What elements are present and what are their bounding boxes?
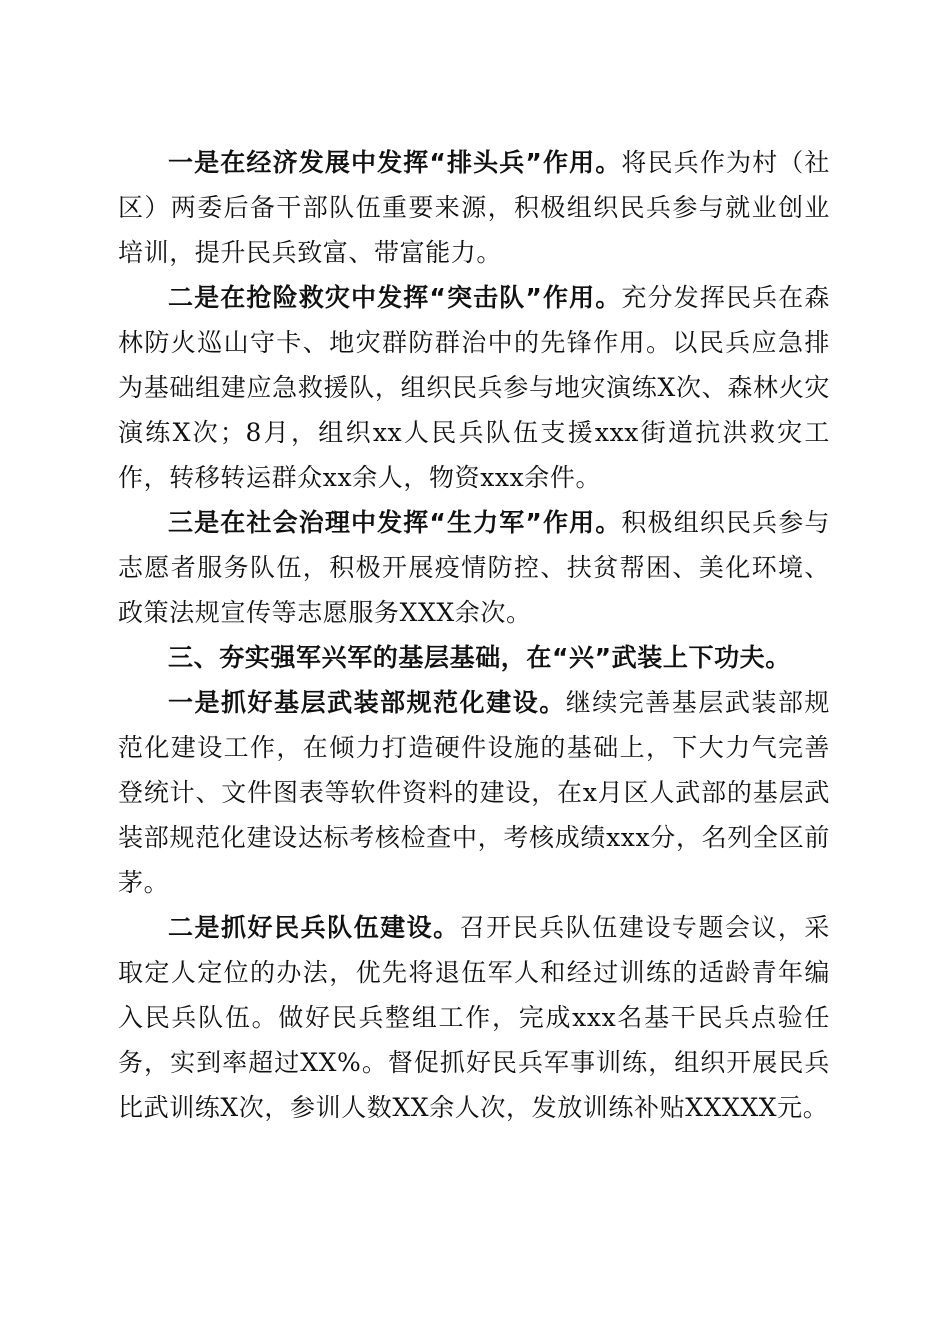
paragraph-body: 继续完善基层武装部规范化建设工作，在倾力打造硬件设施的基础上，下大力气完善登统计、文件图表等软件资料的建设，在x月区人武部的基层武装部规范化建设达标考核检查中，考核成绩xxx分，名列全区前茅。 <box>118 688 830 897</box>
paragraph-disaster-relief <box>118 275 830 500</box>
paragraph-lead: 二是抓好民兵队伍建设。 <box>168 913 460 942</box>
paragraph-lead: 一是抓好基层武装部规范化建设。 <box>168 688 566 717</box>
section-heading: 三、夯实强军兴军的基层基础，在“兴”武装上下功夫。 <box>168 643 791 672</box>
paragraph-militia-building <box>118 905 830 1130</box>
document-page <box>118 140 830 1130</box>
paragraph-social-governance <box>118 500 830 635</box>
paragraph-economic-development <box>118 140 830 275</box>
paragraph-armed-dept-standardization <box>118 680 830 905</box>
paragraph-body: 充分发挥民兵在森林防火巡山守卡、地灾群防群治中的先锋作用。以民兵应急排为基础组建应急救援队，组织民兵参与地灾演练X次、森林火灾演练X次；8月，组织xx人民兵队伍支援xxx街道抗洪救灾工作，转移转运群众xx余人，物资xxx余件。 <box>118 283 830 492</box>
paragraph-lead: 二是在抢险救灾中发挥“突击队”作用。 <box>168 283 622 312</box>
paragraph-body: 将民兵作为村（社区）两委后备干部队伍重要来源，积极组织民兵参与就业创业培训，提升民兵致富、带富能力。 <box>118 148 830 267</box>
paragraph-body: 积极组织民兵参与志愿者服务队伍，积极开展疫情防控、扶贫帮困、美化环境、政策法规宣传等志愿服务XXX余次。 <box>118 508 830 627</box>
paragraph-body: 召开民兵队伍建设专题会议，采取定人定位的办法，优先将退伍军人和经过训练的适龄青年编入民兵队伍。做好民兵整组工作，完成xxx名基干民兵点验任务，实到率超过XX%。督促抓好民兵军事训练，组织开展民兵比武训练X次，参训人数XX余人次，发放训练补贴XXXXX元。 <box>118 913 830 1122</box>
paragraph-lead: 一是在经济发展中发挥“排头兵”作用。 <box>168 148 622 177</box>
paragraph-lead: 三是在社会治理中发挥“生力军”作用。 <box>168 508 622 537</box>
